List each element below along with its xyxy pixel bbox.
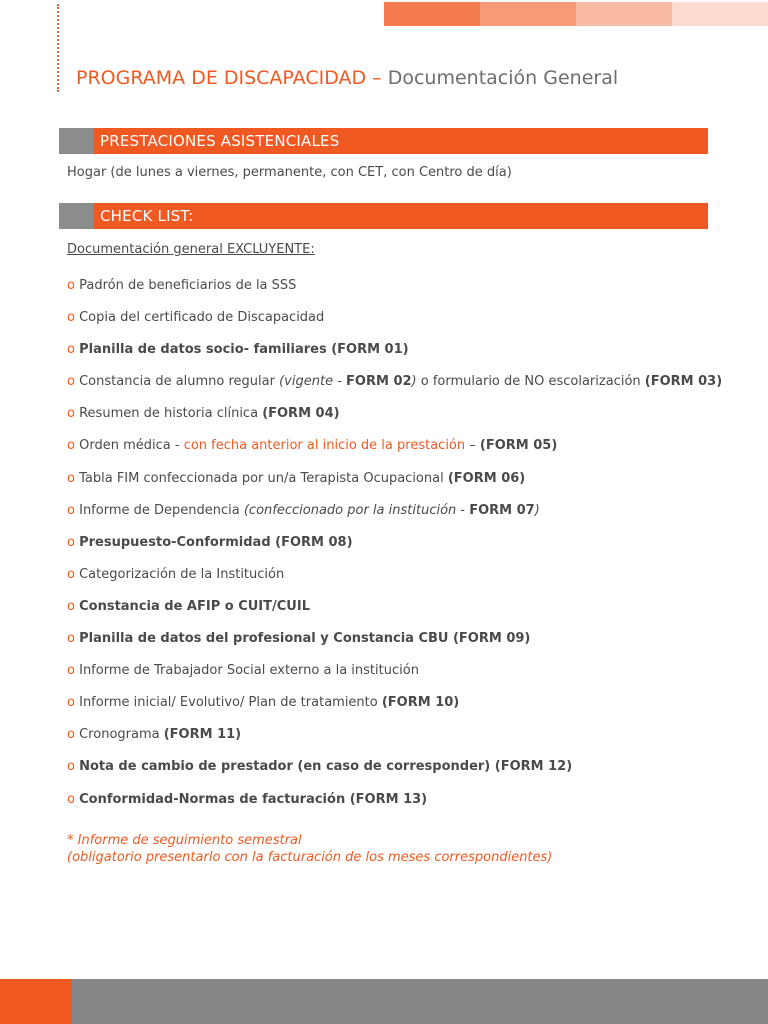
checklist-item-text: Tabla FIM confeccionada por un/a Terapista Ocupacional <box>79 470 448 486</box>
documentation-subheading: Documentación general EXCLUYENTE: <box>67 242 315 257</box>
program-name: PROGRAMA DE DISCAPACIDAD <box>76 67 367 89</box>
bullet-icon: o <box>67 534 75 550</box>
checklist-item-text: Presupuesto-Conformidad (FORM 08) <box>79 534 353 550</box>
checklist-item <box>67 527 722 559</box>
checklist-item-text: ) <box>411 374 417 390</box>
checklist-item <box>67 463 722 495</box>
checklist-item-text: ) <box>534 502 540 518</box>
checklist-item-text: (FORM 11) <box>163 727 242 743</box>
checklist-item <box>67 334 722 366</box>
checklist <box>67 270 722 816</box>
checklist-item-text: Orden médica - <box>79 438 184 454</box>
bullet-icon: o <box>67 598 75 614</box>
checklist-item-text: (confeccionado por la institución <box>243 502 457 518</box>
top-bar-shade-2 <box>480 2 576 26</box>
bullet-icon: o <box>67 695 75 711</box>
checklist-item <box>67 366 722 398</box>
checklist-item-text: Padrón de beneficiarios de la SSS <box>79 278 297 293</box>
bullet-icon: o <box>67 631 75 647</box>
header-grey-tab <box>59 128 94 154</box>
checklist-item <box>67 751 722 783</box>
bullet-icon: o <box>67 438 75 454</box>
dotted-margin-line <box>57 4 59 92</box>
checklist-item-text: Resumen de historia clínica <box>79 406 263 422</box>
title-separator: – <box>366 67 388 89</box>
header-grey-tab <box>59 203 94 229</box>
footnote <box>67 832 552 866</box>
bullet-icon: o <box>67 727 75 743</box>
checklist-item-text: (FORM 03) <box>644 374 723 390</box>
checklist-item-text: con fecha anterior al inicio de la prestación <box>183 438 466 454</box>
bullet-icon: o <box>67 663 75 679</box>
footnote-line-1: * Informe de seguimiento semestral <box>67 833 302 848</box>
checklist-header-label: CHECK LIST: <box>94 203 708 229</box>
checklist-item-text: Constancia de AFIP o CUIT/CUIL <box>79 598 310 614</box>
checklist-item <box>67 655 722 687</box>
page-subtitle: Documentación General <box>387 67 619 89</box>
checklist-item-text: Copia del certificado de Discapacidad <box>79 310 325 326</box>
bottom-bar <box>0 979 768 1024</box>
checklist-item-text: o formulario de NO escolarización <box>416 374 645 390</box>
checklist-header <box>59 203 708 229</box>
top-bar-shade-1 <box>384 2 480 26</box>
bullet-icon: o <box>67 278 75 293</box>
prestaciones-header-label: PRESTACIONES ASISTENCIALES <box>94 128 708 154</box>
prestaciones-header <box>59 128 708 154</box>
checklist-item <box>67 398 722 430</box>
checklist-item <box>67 430 722 462</box>
checklist-item <box>67 495 722 527</box>
checklist-item <box>67 623 722 655</box>
prestaciones-description: Hogar (de lunes a viernes, permanente, con CET, con Centro de día) <box>67 165 512 180</box>
checklist-item-text: Planilla de datos socio- familiares (FORM 01) <box>79 342 409 358</box>
checklist-item-text: Conformidad-Normas de facturación (FORM 13) <box>79 791 428 807</box>
checklist-item <box>67 687 722 719</box>
bottom-orange-block <box>0 979 72 1024</box>
checklist-item-text: – <box>465 438 480 454</box>
checklist-item-text: Cronograma <box>79 727 164 743</box>
checklist-item-text: Informe inicial/ Evolutivo/ Plan de tratamiento <box>79 695 382 711</box>
top-bar-shade-3 <box>576 2 672 26</box>
bullet-icon: o <box>67 791 75 807</box>
checklist-item-text: (FORM 05) <box>479 438 558 454</box>
checklist-item-text: Planilla de datos del profesional y Constancia CBU (FORM 09) <box>79 631 531 647</box>
bullet-icon: o <box>67 566 75 582</box>
top-decorative-bars <box>384 2 768 26</box>
footnote-line-2: (obligatorio presentarlo con la facturación de los meses correspondientes) <box>67 850 553 865</box>
checklist-item-text: (vigente <box>279 374 334 390</box>
checklist-item <box>67 559 722 591</box>
checklist-item-text: Constancia de alumno regular <box>79 374 280 390</box>
bullet-icon: o <box>67 470 75 486</box>
bullet-icon: o <box>67 759 75 775</box>
checklist-item-text: Informe de Trabajador Social externo a la institución <box>79 663 419 679</box>
checklist-item-text: Informe de Dependencia <box>79 502 244 518</box>
checklist-item-text: Categorización de la Institución <box>79 566 285 582</box>
bullet-icon: o <box>67 502 75 518</box>
checklist-item-text: FORM 02 <box>346 374 412 390</box>
top-bar-shade-4 <box>672 2 768 26</box>
checklist-item-text: (FORM 10) <box>381 695 460 711</box>
checklist-item-text: FORM 07 <box>469 502 535 518</box>
page-title <box>76 67 618 89</box>
checklist-item <box>67 302 722 334</box>
checklist-item-text: Nota de cambio de prestador (en caso de corresponder) (FORM 12) <box>79 759 573 775</box>
bullet-icon: o <box>67 406 75 422</box>
checklist-item <box>67 784 722 816</box>
bullet-icon: o <box>67 310 75 326</box>
checklist-item <box>67 719 722 751</box>
bullet-icon: o <box>67 342 75 358</box>
bullet-icon: o <box>67 374 75 390</box>
checklist-item-text: (FORM 06) <box>447 470 526 486</box>
checklist-item-text: - <box>333 374 347 390</box>
checklist-item-text: (FORM 04) <box>262 406 340 422</box>
checklist-item-text: - <box>456 502 470 518</box>
checklist-item <box>67 270 722 302</box>
checklist-item <box>67 591 722 623</box>
